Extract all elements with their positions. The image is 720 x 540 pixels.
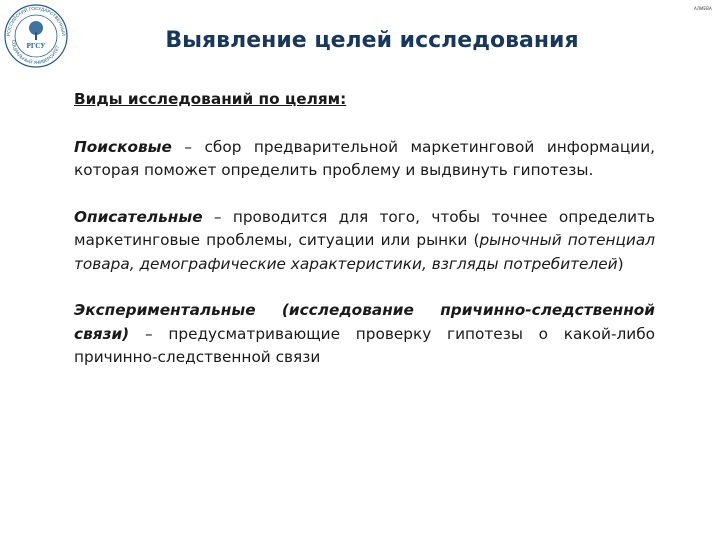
item-term: Описательные xyxy=(74,207,203,226)
item-descriptive xyxy=(74,206,655,277)
logo-ring-text-bottom: СОЦИАЛЬНЫЙ УНИВЕРСИТЕТ xyxy=(10,39,61,66)
logo-ring-text-top: РОССИЙСКИЙ ГОСУДАРСТВЕННЫЙ xyxy=(5,5,67,37)
item-exploratory xyxy=(74,136,655,183)
item-text: – предусматривающие проверку гипотезы о какой-либо причинно-следственной связи xyxy=(74,324,655,366)
item-experimental xyxy=(74,299,655,370)
subheading: Виды исследований по целям: xyxy=(74,90,347,108)
item-term: Поисковые xyxy=(74,137,172,156)
item-text: – проводится для того, чтобы точнее определить маркетинговые проблемы, ситуации или рынки ( xyxy=(74,207,655,249)
logo-monogram: РГСУ xyxy=(26,42,46,50)
item-text: – сбор предварительной маркетинговой информации, которая поможет определить проблему и выдвинуть гипотезы. xyxy=(74,137,655,179)
slide-title: Выявление целей исследования xyxy=(165,28,579,53)
slide-content xyxy=(74,88,655,393)
item-term: Экспериментальные (исследование причинно-следственной связи) xyxy=(74,301,655,343)
item-text-end: ) xyxy=(617,254,624,273)
corner-mark: АЛИЕВА xyxy=(694,6,712,11)
item-italic-text: рыночный потенциал товара, демографические характеристики, взгляды потребителей xyxy=(74,231,655,273)
